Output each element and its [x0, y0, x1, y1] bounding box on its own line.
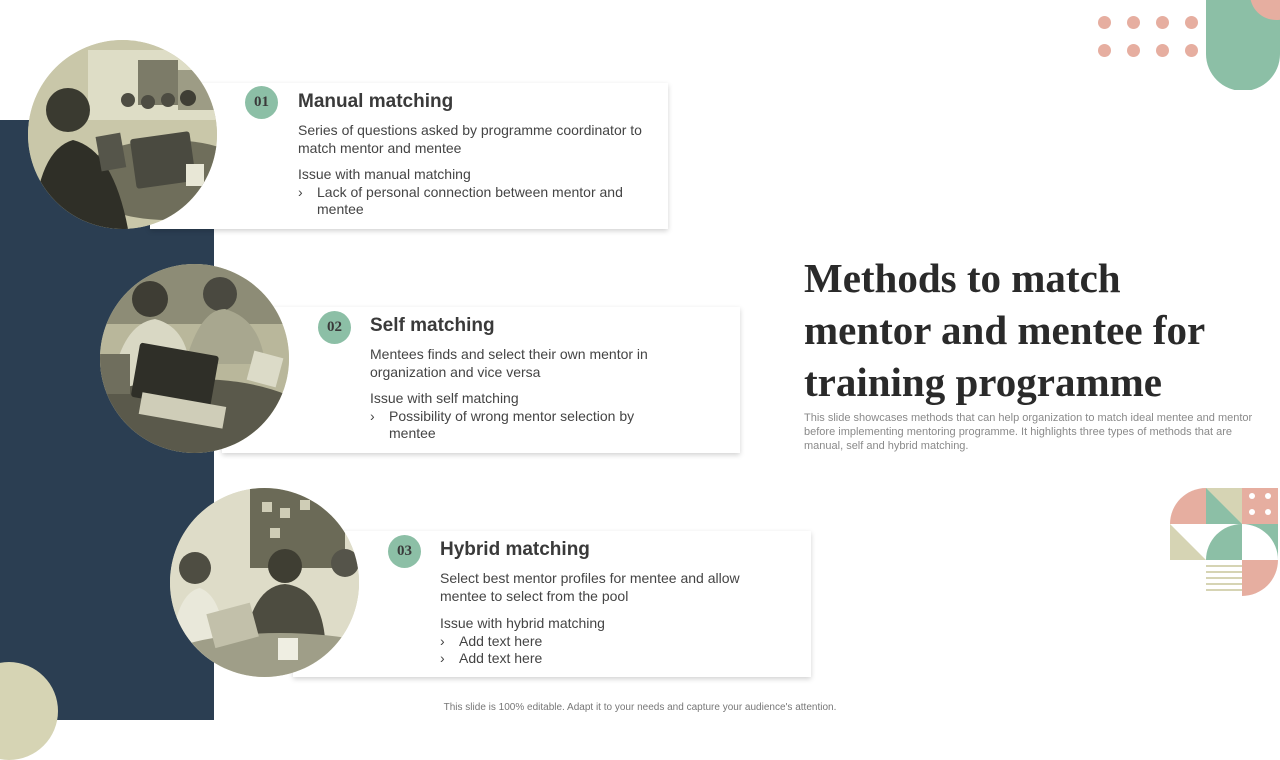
slide-subtitle: This slide showcases methods that can help organization to match ideal mentee and mentor before implementing mentoring programme. It highlights three types of methods that are manual, self and hybrid matching. [804, 412, 1253, 452]
method-description: Series of questions asked by programme coordinator to match mentor and mentee [298, 122, 642, 156]
step-number-badge: 03 [388, 535, 421, 568]
issue-bullet-text: Add text here [459, 650, 543, 666]
issue-bullet [298, 184, 628, 218]
issue-bullet-text: Add text here [459, 633, 543, 649]
chevron-right-icon: › [298, 184, 303, 200]
method-description: Mentees finds and select their own mentor in organization and vice versa [370, 346, 648, 380]
method-description: Select best mentor profiles for mentee and allow mentee to select from the pool [440, 570, 740, 604]
issue-bullet-text: Possibility of wrong mentor selection by mentee [389, 408, 635, 441]
method-title: Hybrid matching [440, 539, 590, 560]
step-number-badge: 02 [318, 311, 351, 344]
issue-bullet [370, 408, 640, 442]
meeting-photo-2 [100, 264, 289, 453]
method-title: Self matching [370, 315, 495, 336]
meeting-photo-3 [170, 488, 359, 677]
chevron-right-icon: › [440, 633, 445, 649]
meeting-photo-1 [28, 40, 217, 229]
chevron-right-icon: › [370, 408, 375, 424]
step-number-badge: 01 [245, 86, 278, 119]
issue-bullet [440, 650, 740, 667]
issue-heading: Issue with self matching [370, 390, 519, 406]
issue-heading: Issue with hybrid matching [440, 615, 605, 631]
issue-bullet-text: Lack of personal connection between mentor and mentee [317, 184, 623, 217]
issue-bullet [440, 633, 740, 650]
slide-footer-note: This slide is 100% editable. Adapt it to your needs and capture your audience's attention. [443, 702, 837, 713]
decorative-corner-shape [1206, 0, 1280, 90]
chevron-right-icon: › [440, 650, 445, 666]
issue-heading: Issue with manual matching [298, 166, 471, 182]
decorative-geometric-tiles [1170, 488, 1278, 596]
slide-title: Methods to match mentor and mentee for training programme [804, 255, 1205, 405]
method-title: Manual matching [298, 91, 454, 112]
